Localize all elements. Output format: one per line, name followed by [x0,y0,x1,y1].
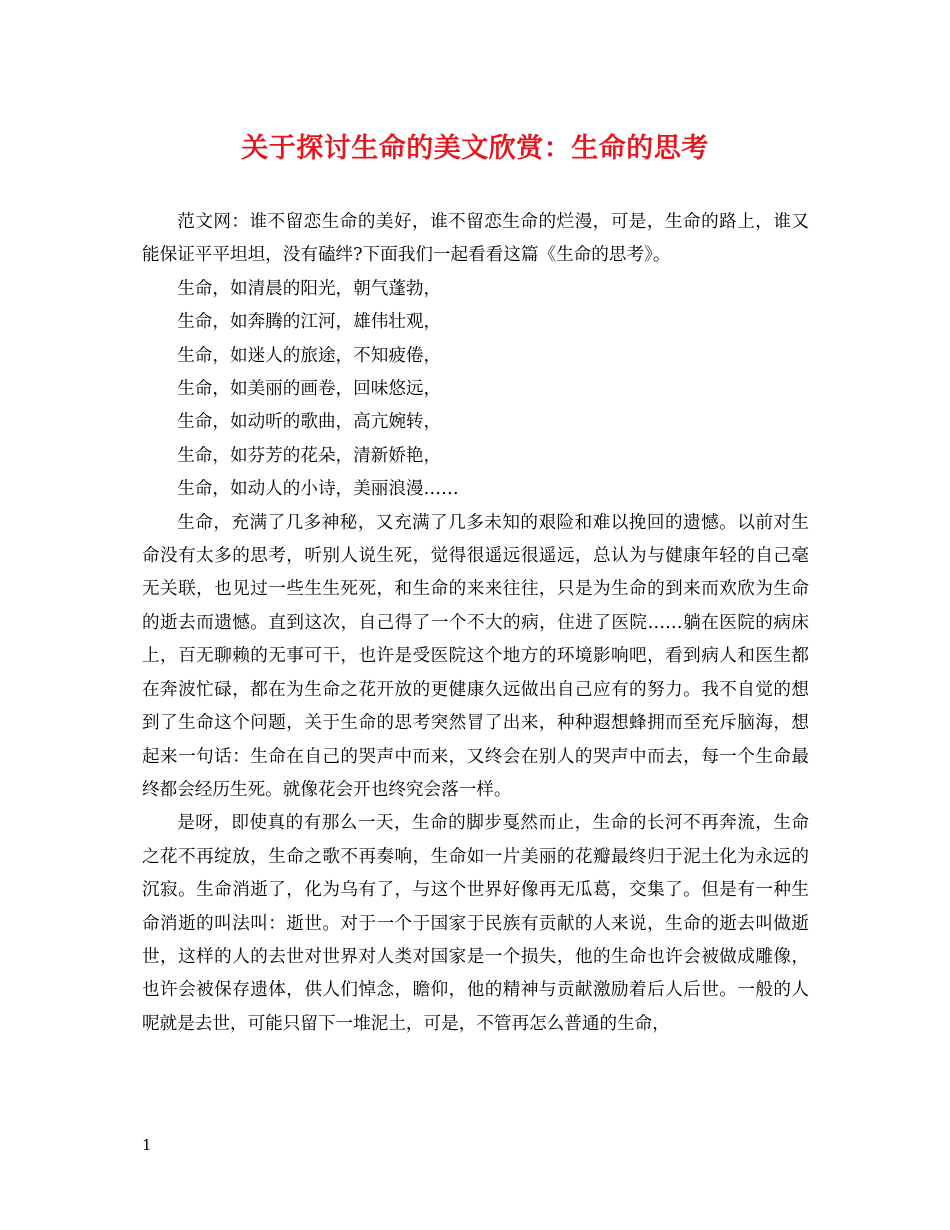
page-number: 1 [142,1136,152,1154]
intro-paragraph: 范文网：谁不留恋生命的美好，谁不留恋生命的烂漫，可是，生命的路上，谁又能保证平平坦坦，没有磕绊?下面我们一起看看这篇《生命的思考》。 [142,212,809,266]
document-body [142,206,809,1041]
verse-line-2: 生命，如奔腾的江河，雄伟壮观， [177,312,442,333]
verse-line-7: 生命，如动人的小诗，美丽浪漫…… [177,479,459,500]
body-paragraph-2: 是呀，即使真的有那么一天，生命的脚步戛然而止，生命的长河不再奔流，生命之花不再绽放，生命之歌不再奏响，生命如一片美丽的花瓣最终归于泥土化为永远的沉寂。生命消逝了，化为乌有了，与这个世界好像再无瓜葛，交集了。但是有一种生命消逝的叫法叫：逝世。对于一个于国家于民族有贡献的人来说，生命的逝去叫做逝世，这样的人的去世对世界对人类对国家是一个损失，他的生命也许会被做成雕像，也许会被保存遗体，供人们悼念，瞻仰，他的精神与贡献激励着后人后世。一般的人呢就是去世，可能只留下一堆泥土，可是，不管再怎么普通的生命， [142,813,809,1034]
verse-line-6: 生命，如芬芳的花朵，清新娇艳， [177,445,442,466]
verse-line-5: 生命，如动听的歌曲，高亢婉转， [177,412,442,433]
document-title: 关于探讨生命的美文欣赏：生命的思考 [241,133,709,164]
body-paragraph-1: 生命，充满了几多神秘，又充满了几多未知的艰险和难以挽回的遗憾。以前对生命没有太多的思考，听别人说生死，觉得很遥远很遥远，总认为与健康年轻的自己毫无关联，也见过一些生生死死，和生命的来来往往，只是为生命的到来而欢欣为生命的逝去而遗憾。直到这次，自己得了一个不大的病，住进了医院……躺在医院的病床上，百无聊赖的无事可干，也许是受医院这个地方的环境影响吧，看到病人和医生都在奔波忙碌，都在为生命之花开放的更健康久远做出自己应有的努力。我不自觉的想到了生命这个问题，关于生命的思考突然冒了出来，种种遐想蜂拥而至充斥脑海，想起来一句话：生命在自己的哭声中而来，又终会在别人的哭声中而去，每一个生命最终都会经历生死。就像花会开也终究会落一样。 [142,512,809,800]
verse-line-1: 生命，如清晨的阳光，朝气蓬勃， [177,278,442,299]
verse-line-3: 生命，如迷人的旅途，不知疲倦， [177,345,442,366]
verse-line-4: 生命，如美丽的画卷，回味悠远， [177,379,442,400]
